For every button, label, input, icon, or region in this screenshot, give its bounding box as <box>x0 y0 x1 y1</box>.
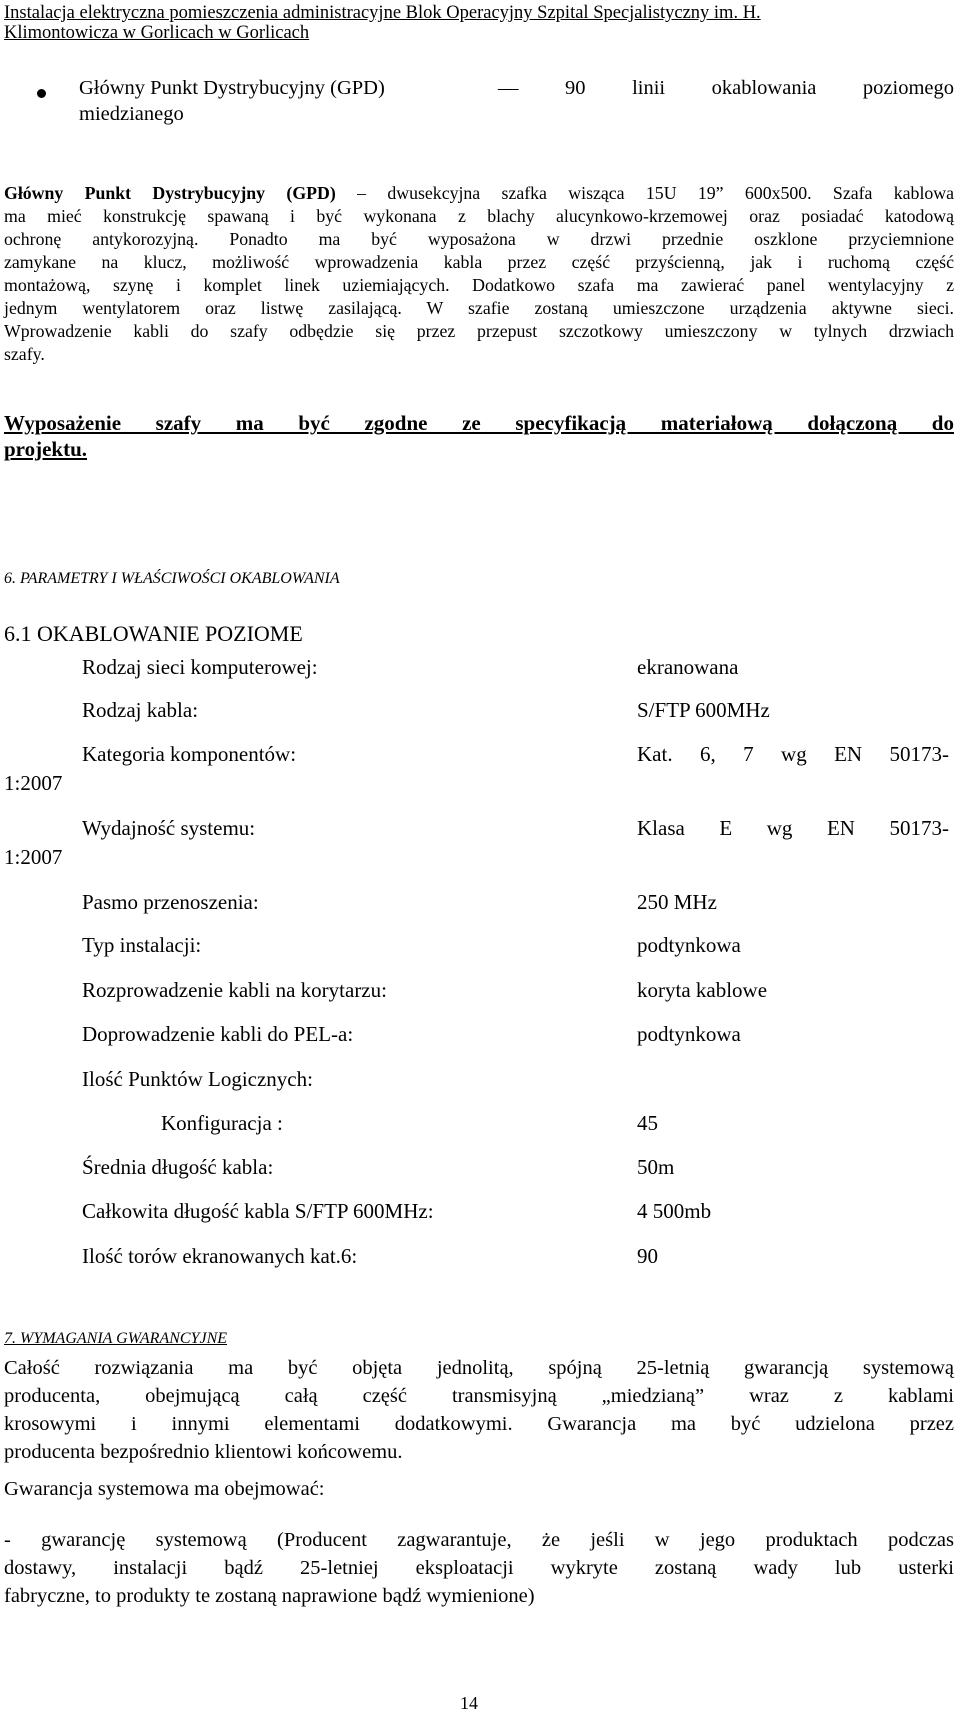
param-label: Całkowita długość kabla S/FTP 600MHz: <box>82 1199 434 1223</box>
gpd-paragraph-line: montażową, szynę i komplet linek uziemiających. Dodatkowo szafa ma zawierać panel wentylacyjny z <box>4 275 954 295</box>
param-value: 250 MHz <box>637 890 717 914</box>
param-label: Średnia długość kabla: <box>82 1155 274 1179</box>
param-value: koryta kablowe <box>637 978 768 1002</box>
warranty-paragraph: Całość rozwiązania ma być objęta jednolitą, spójną 25-letnią gwarancją systemową producenta, obejmującą całą część transmisyjną „miedzianą” wraz z kablami krosowymi i innymi elementami dodatkowymi. Gwarancja ma być udzielona przez producenta bezpośrednio klientowi końcowemu. <box>4 1357 954 1463</box>
param-label: Ilość torów ekranowanych kat.6: <box>82 1244 358 1268</box>
param-label: Typ instalacji: <box>82 933 202 957</box>
param-value: S/FTP 600MHz <box>637 698 770 722</box>
param-value-continued: 1:2007 <box>4 845 63 869</box>
warranty-item: - gwarancję systemową (Producent zagwarantuje, że jeśli w jego produktach podczas dostawy, instalacji bądź 25-letniej eksploatacji wykryte zostaną wady lub usterki fabryczne, to produkty te zostaną naprawione bądź wymienione) <box>4 1529 954 1607</box>
bullet-text-continued: miedzianego <box>79 103 184 125</box>
param-value: ekranowana <box>637 655 739 679</box>
gpd-paragraph-line: zamykane na klucz, możliwość wprowadzenia kabla przez część przyścienną, jak i ruchomą część <box>4 252 954 272</box>
document-header <box>4 3 954 43</box>
section-6-title: 6. PARAMETRY I WŁAŚCIWOŚCI OKABLOWANIA <box>4 570 340 587</box>
param-value: Kat. 6, 7 wg EN 50173- <box>637 742 949 766</box>
param-value: 90 <box>637 1244 658 1268</box>
param-value: 45 <box>637 1111 658 1135</box>
bullet-text-gpd: Główny Punkt Dystrybucyjny (GPD) <box>79 77 385 99</box>
section-6-1-subtitle: 6.1 OKABLOWANIE POZIOME <box>4 621 303 646</box>
header-line-1: Instalacja elektryczna pomieszczenia administracyjne Blok Operacyjny Szpital Specjalistyczny im. H. <box>4 3 761 23</box>
gpd-bold-lead: Główny Punkt Dystrybucyjny (GPD) <box>4 183 336 203</box>
gpd-paragraph-line: szafy. <box>4 344 45 364</box>
warranty-intro: Gwarancja systemowa ma obejmować: <box>4 1478 325 1500</box>
param-label: Wydajność systemu: <box>82 816 256 840</box>
gpd-paragraph-line: ma mieć konstrukcję spawaną i być wykonana z blachy alucynkowo-krzemowej oraz posiadać katodową <box>4 206 954 226</box>
gpd-paragraph-line: jednym wentylatorem oraz listwę zasilającą. W szafie zostaną umieszczone urządzenia aktywne sieci. <box>4 298 954 318</box>
page-number: 14 <box>460 1693 478 1713</box>
gpd-paragraph-line: Główny Punkt Dystrybucyjny (GPD) – dwusekcyjna szafka wisząca 15U 19” 600x500. Szafa kablowa <box>4 183 955 203</box>
section-7-title: 7. WYMAGANIA GWARANCYJNE <box>4 1330 228 1347</box>
param-label: Kategoria komponentów: <box>82 742 297 766</box>
gpd-paragraph-line: ochronę antykorozyjną. Ponadto ma być wyposażona w drzwi przednie oszklone przyciemnione <box>4 229 954 249</box>
bullet-icon <box>37 89 46 98</box>
param-value: podtynkowa <box>637 933 741 957</box>
param-label: Rodzaj sieci komputerowej: <box>82 655 318 679</box>
param-label: Rozprowadzenie kabli na korytarzu: <box>82 978 387 1002</box>
param-value: podtynkowa <box>637 1022 741 1046</box>
param-value: Klasa E wg EN 50173- <box>637 816 949 840</box>
param-value-continued: 1:2007 <box>4 771 63 795</box>
param-label: Ilość Punktów Logicznych: <box>82 1067 313 1091</box>
param-value: 4 500mb <box>637 1199 712 1223</box>
param-label: Pasmo przenoszenia: <box>82 890 259 914</box>
header-line-2: Klimontowicza w Gorlicach w Gorlicach <box>4 23 310 43</box>
param-label: Rodzaj kabla: <box>82 698 199 722</box>
gpd-paragraph-line: Wprowadzenie kabli do szafy odbędzie się przez przepust szczotkowy umieszczony w tylnych drzwiach <box>4 321 954 341</box>
param-label: Doprowadzenie kabli do PEL-a: <box>82 1022 354 1046</box>
equipment-spec-note: Wyposażenie szafy ma być zgodne ze specyfikacją materiałową dołączoną do projektu. <box>4 411 954 461</box>
param-value: 50m <box>637 1155 675 1179</box>
param-label: Konfiguracja : <box>161 1111 283 1135</box>
bullet-text-lines: — 90 linii okablowania poziomego <box>498 77 954 99</box>
